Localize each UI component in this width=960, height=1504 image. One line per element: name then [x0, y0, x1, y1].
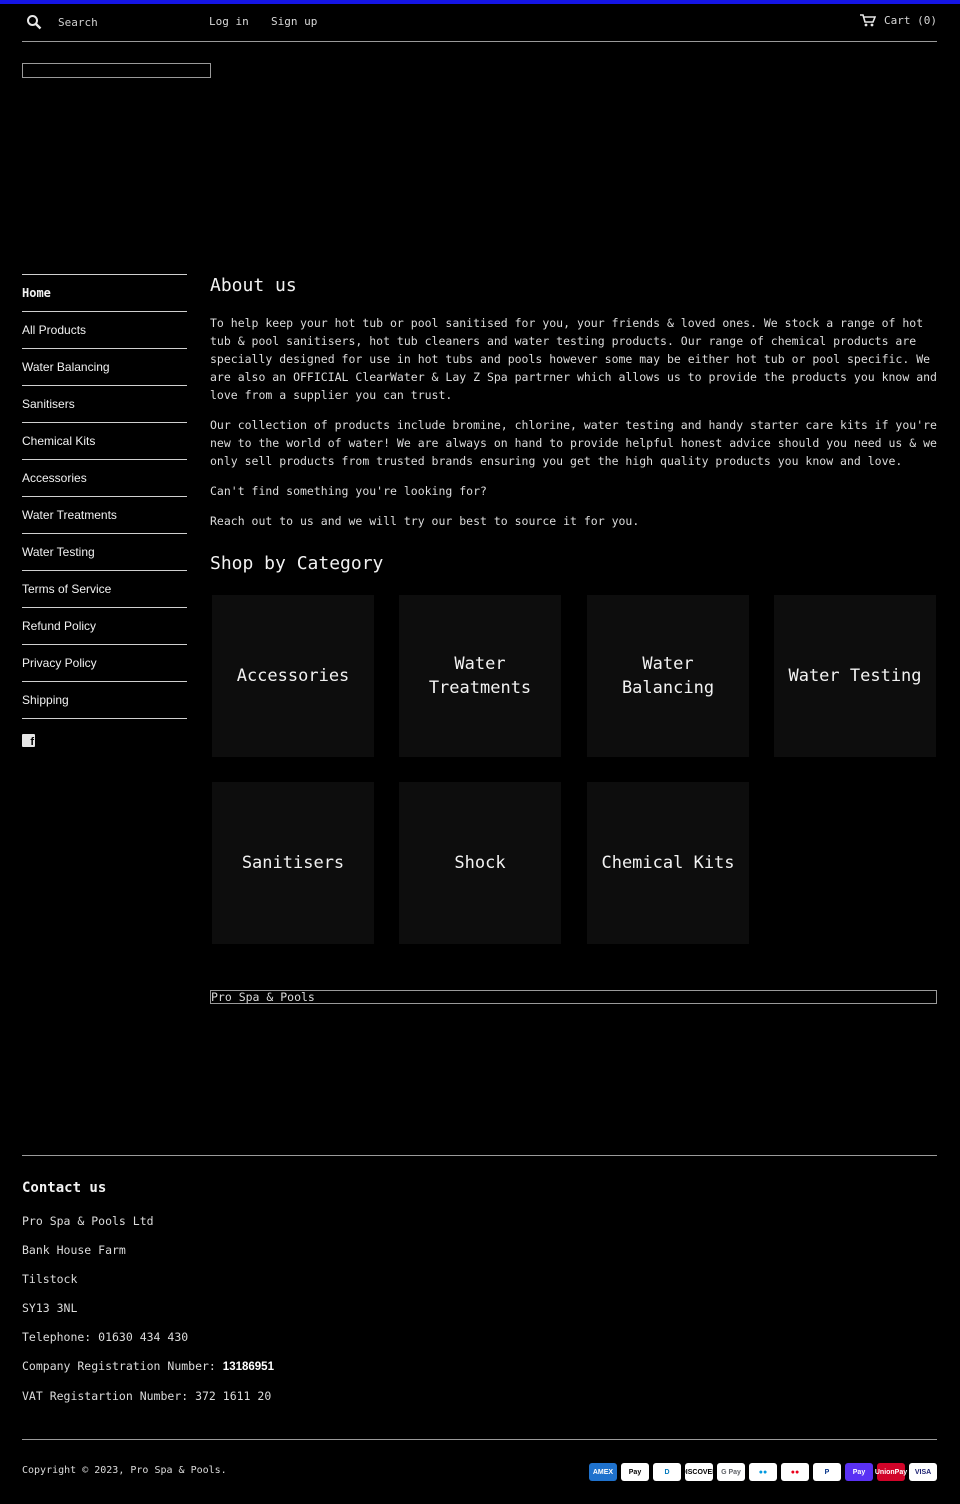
category-tile-shock[interactable]: Shock — [399, 782, 561, 944]
category-section-title: Shop by Category — [210, 553, 384, 574]
company-reg-number: 13186951 — [222, 1361, 274, 1373]
category-tile-sanitisers[interactable]: Sanitisers — [212, 782, 374, 944]
payment-icon: ●● — [781, 1463, 809, 1481]
company-reg-label: Company Registration Number: — [22, 1359, 223, 1373]
contact-telephone: Telephone: 01630 434 430 — [22, 1330, 189, 1344]
facebook-icon[interactable]: f — [22, 734, 35, 747]
contact-postcode: SY13 3NL — [22, 1301, 78, 1315]
footer-bottom-divider — [22, 1439, 937, 1440]
payment-icon: Pay — [845, 1463, 873, 1481]
sidebar-nav — [22, 274, 187, 747]
footer-divider — [22, 1155, 937, 1156]
contact-company: Pro Spa & Pools Ltd — [22, 1214, 154, 1228]
site-logo[interactable] — [22, 63, 211, 78]
payment-icon: Pay — [621, 1463, 649, 1481]
page-title: About us — [210, 275, 297, 296]
cart-link[interactable] — [860, 14, 937, 27]
payment-icon: D — [653, 1463, 681, 1481]
main-content — [210, 270, 937, 1004]
about-paragraph: Reach out to us and we will try our best to source it for you. — [210, 514, 640, 528]
category-tile-water-testing[interactable]: Water Testing — [774, 595, 936, 757]
category-tile-accessories[interactable]: Accessories — [212, 595, 374, 757]
payment-icon: G Pay — [717, 1463, 745, 1481]
search-icon[interactable] — [26, 14, 42, 30]
sidebar-item-shipping[interactable]: Shipping — [22, 681, 187, 718]
payment-icons — [589, 1463, 937, 1481]
brand-banner[interactable]: Pro Spa & Pools — [210, 990, 937, 1004]
sidebar-item-all-products[interactable]: All Products — [22, 311, 187, 348]
sidebar-item-water-testing[interactable]: Water Testing — [22, 533, 187, 570]
payment-icon: DISCOVER — [685, 1463, 713, 1481]
contact-address-line: Bank House Farm — [22, 1243, 126, 1257]
cart-icon — [860, 14, 876, 27]
header — [22, 4, 937, 42]
sidebar-item-privacy[interactable]: Privacy Policy — [22, 644, 187, 681]
sidebar-item-refund[interactable]: Refund Policy — [22, 607, 187, 644]
category-tile-water-balancing[interactable]: Water Balancing — [587, 595, 749, 757]
cart-label: Cart (0) — [884, 14, 937, 27]
sidebar-item-chemical-kits[interactable]: Chemical Kits — [22, 422, 187, 459]
about-paragraph: Our collection of products include bromine, chlorine, water testing and handy starter care kits if you're new to the world of water! We are always on hand to provide helpful honest advice should you need us & we only sell products from trusted brands ensuring you get the high quality products you know and love. — [210, 418, 937, 468]
category-tile-chemical-kits[interactable]: Chemical Kits — [587, 782, 749, 944]
sidebar-divider — [22, 718, 187, 732]
contact-title: Contact us — [22, 1180, 107, 1196]
copyright[interactable]: Copyright © 2023, Pro Spa & Pools. — [22, 1465, 227, 1476]
category-tile-water-treatments[interactable]: Water Treatments — [399, 595, 561, 757]
contact-address-line: Tilstock — [22, 1272, 78, 1286]
payment-icon: P — [813, 1463, 841, 1481]
about-paragraph: Can't find something you're looking for? — [210, 484, 487, 498]
sidebar-item-sanitisers[interactable]: Sanitisers — [22, 385, 187, 422]
signup-link[interactable]: Sign up — [271, 15, 318, 28]
company-registration — [22, 1357, 522, 1376]
sidebar-item-home[interactable]: Home — [22, 274, 187, 311]
sidebar-item-accessories[interactable]: Accessories — [22, 459, 187, 496]
sidebar-item-water-balancing[interactable]: Water Balancing — [22, 348, 187, 385]
sidebar-item-water-treatments[interactable]: Water Treatments — [22, 496, 187, 533]
search-input[interactable] — [58, 12, 198, 32]
login-link[interactable]: Log in — [209, 15, 249, 28]
payment-icon: AMEX — [589, 1463, 617, 1481]
about-paragraph: To help keep your hot tub or pool sanitised for you, your friends & loved ones. We stock a range of hot tub & pool sanitisers, hot tub cleaners and water testing products. Our range of chemical products are specially designed for use in hot tubs and pools however some may be either hot tub or pool specific. We are also an OFFICIAL ClearWater & Lay Z Spa partrner which allows us to provide the products you know and love from a supplier you can trust. — [210, 316, 937, 402]
payment-icon: UnionPay — [877, 1463, 905, 1481]
payment-icon: ●● — [749, 1463, 777, 1481]
sidebar-item-terms[interactable]: Terms of Service — [22, 570, 187, 607]
vat-number: VAT Registartion Number: 372 1611 20 — [22, 1389, 272, 1403]
payment-icon: VISA — [909, 1463, 937, 1481]
contact-section — [22, 1178, 522, 1416]
